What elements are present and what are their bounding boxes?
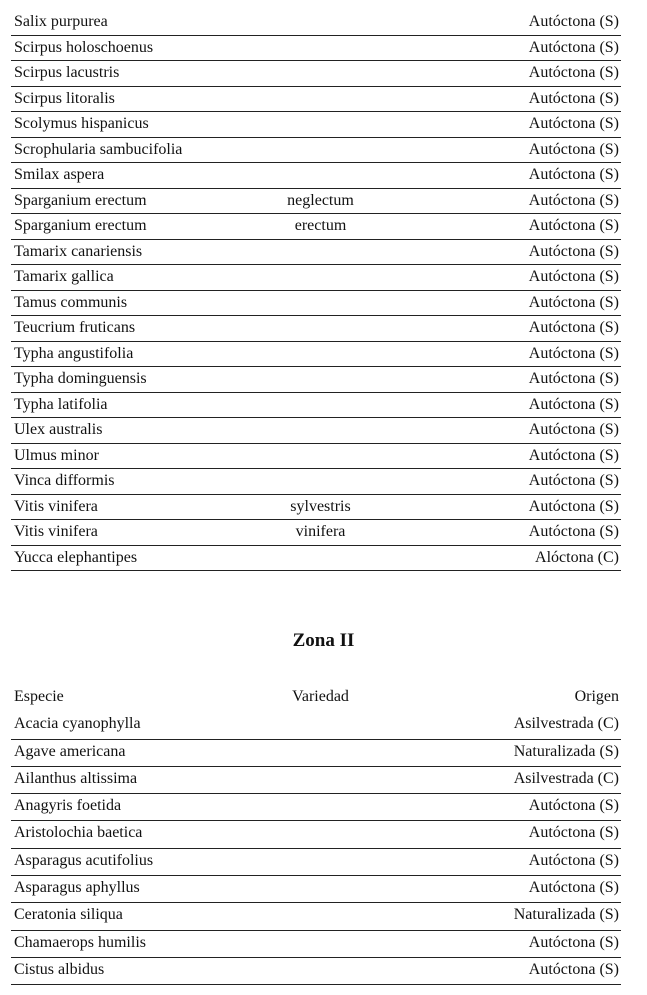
origin-cell: Naturalizada (S): [513, 742, 619, 760]
species-cell: Vinca difformis: [14, 472, 115, 489]
table-row: [11, 794, 621, 821]
table-row: [11, 931, 621, 958]
table-row: [11, 740, 621, 767]
header-origen: Origen: [574, 688, 619, 705]
table-row: [11, 240, 621, 266]
origin-cell: Autóctona (S): [528, 242, 619, 260]
origin-cell: Autóctona (S): [528, 824, 619, 842]
species-cell: Ceratonia siliqua: [14, 906, 123, 924]
origin-cell: Autóctona (S): [528, 446, 619, 464]
table-row: [11, 291, 621, 317]
origin-cell: Autóctona (S): [528, 933, 619, 951]
species-cell: Scirpus lacustris: [14, 64, 120, 81]
origin-cell: Autóctona (S): [528, 89, 619, 107]
table-row: [11, 546, 621, 572]
variety-cell: erectum: [294, 217, 347, 234]
table-row: [11, 61, 621, 87]
origin-cell: Autóctona (S): [528, 38, 619, 56]
origin-cell: Autóctona (S): [528, 217, 619, 234]
species-cell: Vitis vinifera: [14, 523, 98, 540]
table-row: [11, 767, 621, 794]
species-cell: Sparganium erectum: [14, 217, 147, 234]
table-row: [11, 367, 621, 393]
species-cell: Scolymus hispanicus: [14, 115, 149, 132]
table-row: [11, 821, 621, 848]
table-header-row: [11, 685, 621, 712]
species-cell: Ulex australis: [14, 421, 103, 438]
species-cell: Teucrium fruticans: [14, 319, 136, 336]
table-row: [11, 138, 621, 164]
origin-cell: Autóctona (S): [528, 960, 619, 978]
table-row: [11, 189, 621, 215]
table-row: [11, 393, 621, 419]
species-cell: Typha latifolia: [14, 395, 108, 413]
origin-cell: Autóctona (S): [528, 851, 619, 869]
table-row: [11, 495, 621, 521]
origin-cell: Autóctona (S): [528, 115, 619, 132]
table-row: [11, 163, 621, 189]
header-especie: Especie: [14, 688, 64, 705]
zona-1-species-table: [11, 10, 621, 571]
table-row: [11, 469, 621, 495]
species-cell: Scirpus holoschoenus: [14, 38, 154, 56]
variety-cell: sylvestris: [290, 497, 351, 515]
table-row: [11, 214, 621, 240]
table-row: [11, 316, 621, 342]
species-cell: Yucca elephantipes: [14, 548, 138, 566]
species-cell: Agave americana: [14, 742, 126, 760]
species-cell: Smilax aspera: [14, 166, 105, 183]
species-cell: Tamus communis: [14, 293, 128, 311]
species-cell: Anagyris foetida: [14, 797, 122, 815]
table-row: [11, 87, 621, 113]
origin-cell: Autóctona (S): [528, 879, 619, 897]
origin-cell: Autóctona (S): [528, 472, 619, 489]
origin-cell: Autóctona (S): [528, 797, 619, 815]
table-row: [11, 418, 621, 444]
table-row: [11, 444, 621, 470]
origin-cell: Autóctona (S): [528, 395, 619, 413]
species-cell: Ailanthus altissima: [14, 769, 138, 787]
table-row: [11, 849, 621, 876]
table-row: [11, 36, 621, 62]
species-cell: Cistus albidus: [14, 960, 105, 978]
origin-cell: Autóctona (S): [528, 140, 619, 158]
table-row: [11, 265, 621, 291]
table-row: [11, 112, 621, 138]
origin-cell: Autóctona (S): [528, 268, 619, 285]
table-row: [11, 10, 621, 36]
variety-cell: neglectum: [287, 191, 354, 209]
header-variedad: Variedad: [292, 688, 349, 705]
table-row: [11, 958, 621, 985]
table-row: [11, 876, 621, 903]
zona-2-title: Zona II: [292, 630, 355, 651]
table-row: [11, 342, 621, 368]
species-cell: Tamarix canariensis: [14, 242, 143, 260]
origin-cell: Autóctona (S): [528, 13, 619, 30]
origin-cell: Autóctona (S): [528, 319, 619, 336]
species-cell: Asparagus acutifolius: [14, 851, 154, 869]
origin-cell: Alóctona (C): [535, 548, 619, 566]
species-cell: Scirpus litoralis: [14, 89, 115, 107]
origin-cell: Autóctona (S): [528, 421, 619, 438]
origin-cell: Asilvestrada (C): [513, 769, 619, 787]
species-cell: Vitis vinifera: [14, 497, 98, 515]
zona-2-species-table: [11, 685, 621, 985]
species-cell: Salix purpurea: [14, 13, 108, 30]
origin-cell: Asilvestrada (C): [513, 715, 619, 733]
origin-cell: Autóctona (S): [528, 293, 619, 311]
species-cell: Aristolochia baetica: [14, 824, 143, 842]
origin-cell: Autóctona (S): [528, 497, 619, 515]
species-cell: Typha angustifolia: [14, 344, 134, 362]
origin-cell: Autóctona (S): [528, 191, 619, 209]
variety-cell: vinifera: [295, 523, 346, 540]
origin-cell: Autóctona (S): [528, 166, 619, 183]
species-cell: Asparagus aphyllus: [14, 879, 140, 897]
origin-cell: Autóctona (S): [528, 370, 619, 387]
table-row: [11, 712, 621, 739]
species-cell: Tamarix gallica: [14, 268, 114, 285]
origin-cell: Autóctona (S): [528, 64, 619, 81]
origin-cell: Naturalizada (S): [513, 906, 619, 924]
origin-cell: Autóctona (S): [528, 523, 619, 540]
species-cell: Ulmus minor: [14, 446, 99, 464]
table-row: [11, 520, 621, 546]
species-cell: Typha dominguensis: [14, 370, 147, 387]
origin-cell: Autóctona (S): [528, 344, 619, 362]
species-cell: Scrophularia sambucifolia: [14, 140, 183, 158]
species-cell: Chamaerops humilis: [14, 933, 146, 951]
species-cell: Sparganium erectum: [14, 191, 147, 209]
table-row: [11, 903, 621, 930]
species-cell: Acacia cyanophylla: [14, 715, 141, 733]
